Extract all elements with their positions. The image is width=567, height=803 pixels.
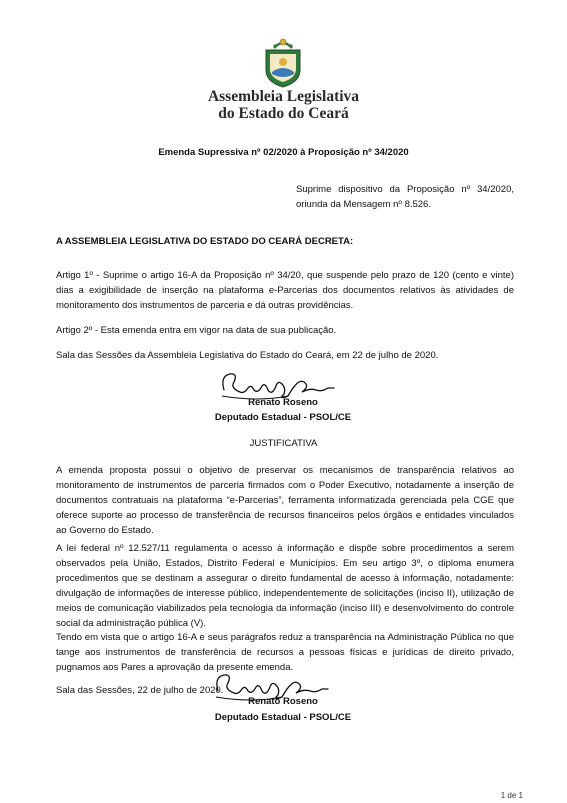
justificativa-paragraph-1: A emenda proposta possui o objetivo de preservar os mecanismos de transparência relativos ao monitoramento de instrumentos de parceria firmados com o Poder Executivo, notadamente a inserção de documentos contratuais na plataforma “e-Parcerias”, ferramenta informatizada gerenciada pela CGE que oferece suporte ao processo de transferência de recursos financeiros pelos órgãos e entidades vinculados ao Governo do Estado. (56, 465, 514, 536)
justificativa-heading: JUSTIFICATIVA (249, 438, 318, 449)
signer-name: Renato Roseno (248, 397, 318, 408)
state-crest-icon (262, 36, 304, 88)
document-title: Emenda Supressiva nº 02/2020 à Proposição nº 34/2020 (158, 147, 409, 158)
article-2: Artigo 2º - Esta emenda entra em vigor na data de sua publicação. (56, 325, 337, 336)
ementa-text: Suprime dispositivo da Proposição nº 34/2020, oriunda da Mensagem nº 8.526. (296, 184, 514, 210)
signer-role: Deputado Estadual - PSOL/CE (214, 712, 352, 723)
page-number: 1 de 1 (500, 791, 523, 800)
justificativa-paragraph-2: A lei federal nº 12.527/11 regulamenta o acesso à informação e dispõe sobre procedimentos a serem observados pela União, Estados, Distrito Federal e Municípios. Em seu artigo 3º, o diploma enumera procedimentos que se destinam a assegurar o direito fundamental de acesso à informação, notadamente: divulgação de informações de interesse público, independentemente de solicitações (inciso II), utilização de meios de comunicação viabilizados pela tecnologia da informação (inciso III) e desenvolvimento do controle social da administração pública (V). (56, 543, 514, 629)
justificativa-paragraph-3: Tendo em vista que o artigo 16-A e seus parágrafos reduz a transparência na Administração Pública no que tange aos instrumentos de transferência de recursos a pessoas físicas e jurídicas de direito privado, pugnamos aos Pares a aprovação da presente emenda. (56, 632, 514, 673)
institution-name-line1: Assembleia Legislativa (207, 88, 360, 105)
institution-name-line2: do Estado do Ceará (218, 105, 349, 122)
signer-role: Deputado Estadual - PSOL/CE (214, 412, 352, 423)
article-1: Artigo 1º - Suprime o artigo 16-A da Proposição nº 34/20, que suspende pelo prazo de 120 (cento e vinte) dias a exigibilidade de inserção na plataforma e-Parcerias dos documentos relativos às atividades de monitoramento dos instrumentos de parceria e dá outras providências. (56, 270, 514, 311)
session-date: Sala das Sessões, 22 de julho de 2020. (56, 685, 224, 696)
decreta-heading: A ASSEMBLEIA LEGISLATIVA DO ESTADO DO CEARÁ DECRETA: (56, 236, 354, 247)
session-place-date: Sala das Sessões da Assembleia Legislativa do Estado do Ceará, em 22 de julho de 2020. (56, 350, 439, 361)
signer-name: Renato Roseno (248, 696, 318, 707)
